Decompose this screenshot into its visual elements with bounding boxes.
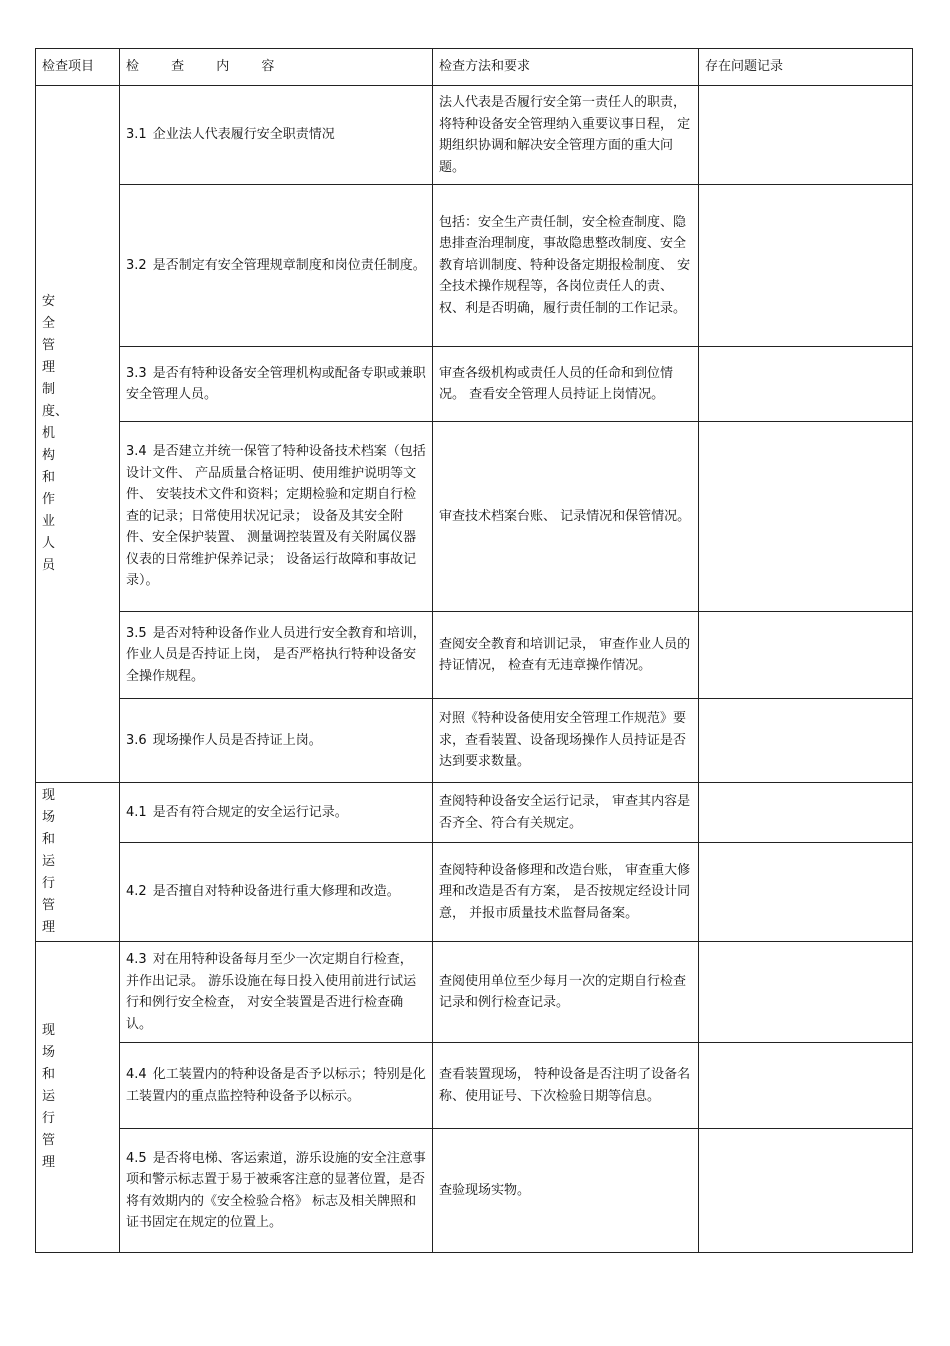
item-content: 现场操作人员是否持证上岗。 <box>152 732 322 748</box>
header-inspection-content: 检 查 内 容 <box>120 49 433 86</box>
table-row <box>36 1043 913 1129</box>
header-issue-record: 存在问题记录 <box>699 49 913 86</box>
content-cell <box>120 422 433 612</box>
header-method-requirements: 检查方法和要求 <box>433 49 699 86</box>
method-cell: 对照《特种设备使用安全管理工作规范》要求，查看装置、设备现场操作人员持证是否达到要求数量。 <box>433 699 699 783</box>
record-cell <box>699 422 913 612</box>
method-cell: 法人代表是否履行安全第一责任人的职责， 将特种设备安全管理纳入重要议事日程， 定期组织协调和解决安全管理方面的重大问题。 <box>433 86 699 185</box>
item-number: 3.6 <box>126 732 147 748</box>
item-content: 是否制定有安全管理规章制度和岗位责任制度。 <box>152 257 426 273</box>
method-cell: 查阅使用单位至少每月一次的定期自行检查记录和例行检查记录。 <box>433 942 699 1043</box>
content-cell <box>120 347 433 422</box>
content-cell <box>120 1043 433 1129</box>
item-content: 是否建立并统一保管了特种设备技术档案（包括设计文件、 产品质量合格证明、使用维护说明等文件、 安装技术文件和资料；定期检验和定期自行检查的记录；日常使用状况记录； 设备及其安全附件、安全保护装置、 测量调控装置及有关附属仪器仪表的日常维护保养记录； 设备运行故障和事故记录）。 <box>126 444 426 589</box>
table-row <box>36 699 913 783</box>
item-content: 是否将电梯、客运索道，游乐设施的安全注意事项和警示标志置于易于被乘客注意的显著位置，是否将有效期内的《安全检验合格》 标志及相关牌照和证书固定在规定的位置上。 <box>126 1150 426 1230</box>
method-cell: 查阅安全教育和培训记录， 审查作业人员的持证情况， 检查有无违章操作情况。 <box>433 612 699 699</box>
header-row <box>36 49 913 86</box>
category-label: 现场和运行管理 <box>42 1023 56 1170</box>
record-cell <box>699 699 913 783</box>
method-cell: 查阅特种设备修理和改造台账， 审查重大修理和改造是否有方案， 是否按规定经设计同意， 并报市质量技术监督局备案。 <box>433 843 699 942</box>
table-row <box>36 347 913 422</box>
item-content: 是否有特种设备安全管理机构或配备专职或兼职安全管理人员。 <box>126 365 426 402</box>
table-row <box>36 1129 913 1253</box>
method-cell: 查阅特种设备安全运行记录， 审查其内容是否齐全、符合有关规定。 <box>433 783 699 843</box>
content-cell <box>120 699 433 783</box>
category-cell <box>36 783 120 942</box>
record-cell <box>699 1129 913 1253</box>
header-inspection-item: 检查项目 <box>36 49 120 86</box>
table-row <box>36 942 913 1043</box>
category-label: 现场和运行管理 <box>42 788 56 935</box>
record-cell <box>699 942 913 1043</box>
item-content: 是否对特种设备作业人员进行安全教育和培训， 作业人员是否持证上岗， 是否严格执行特种设备安全操作规程。 <box>126 625 426 684</box>
method-cell: 审查技术档案台账、 记录情况和保管情况。 <box>433 422 699 612</box>
table-row <box>36 185 913 347</box>
record-cell <box>699 783 913 843</box>
content-cell <box>120 185 433 347</box>
category-cell <box>36 86 120 783</box>
method-cell: 审查各级机构或责任人员的任命和到位情况。 查看安全管理人员持证上岗情况。 <box>433 347 699 422</box>
category-label: 安全管理制度、机构和作业人员 <box>42 294 69 573</box>
item-number: 4.5 <box>126 1150 147 1166</box>
table-row <box>36 422 913 612</box>
table-row <box>36 86 913 185</box>
record-cell <box>699 185 913 347</box>
item-content: 企业法人代表履行安全职责情况 <box>152 127 335 143</box>
content-cell <box>120 843 433 942</box>
item-content: 对在用特种设备每月至少一次定期自行检查， 并作出记录。 游乐设施在每日投入使用前进行试运行和例行安全检查， 对安全装置是否进行检查确认。 <box>126 952 417 1032</box>
content-cell <box>120 783 433 843</box>
item-content: 化工装置内的特种设备是否予以标示；特别是化工装置内的重点监控特种设备予以标示。 <box>126 1067 426 1104</box>
category-cell <box>36 942 120 1253</box>
item-number: 4.2 <box>126 884 147 900</box>
content-cell <box>120 86 433 185</box>
item-number: 4.3 <box>126 952 147 967</box>
item-content: 是否有符合规定的安全运行记录。 <box>152 804 348 820</box>
item-content: 是否擅自对特种设备进行重大修理和改造。 <box>152 884 400 900</box>
record-cell <box>699 1043 913 1129</box>
item-number: 3.5 <box>126 625 147 641</box>
table-row <box>36 843 913 942</box>
content-cell <box>120 1129 433 1253</box>
method-cell: 查看装置现场， 特种设备是否注明了设备名称、使用证号、下次检验日期等信息。 <box>433 1043 699 1129</box>
item-number: 3.2 <box>126 257 147 273</box>
content-cell <box>120 612 433 699</box>
item-number: 3.1 <box>126 127 147 143</box>
method-cell: 查验现场实物。 <box>433 1129 699 1253</box>
record-cell <box>699 86 913 185</box>
record-cell <box>699 347 913 422</box>
item-number: 3.4 <box>126 444 147 460</box>
inspection-table <box>35 48 913 1253</box>
table-row <box>36 783 913 843</box>
item-number: 3.3 <box>126 365 147 381</box>
item-number: 4.4 <box>126 1067 147 1082</box>
method-cell: 包括：安全生产责任制，安全检查制度、隐患排查治理制度，事故隐患整改制度、安全教育培训制度、特种设备定期报检制度、 安全技术操作规程等，各岗位责任人的责、权、利是否明确，履行责任制的工作记录。 <box>433 185 699 347</box>
record-cell <box>699 843 913 942</box>
table-row <box>36 612 913 699</box>
content-cell <box>120 942 433 1043</box>
item-number: 4.1 <box>126 804 147 820</box>
record-cell <box>699 612 913 699</box>
